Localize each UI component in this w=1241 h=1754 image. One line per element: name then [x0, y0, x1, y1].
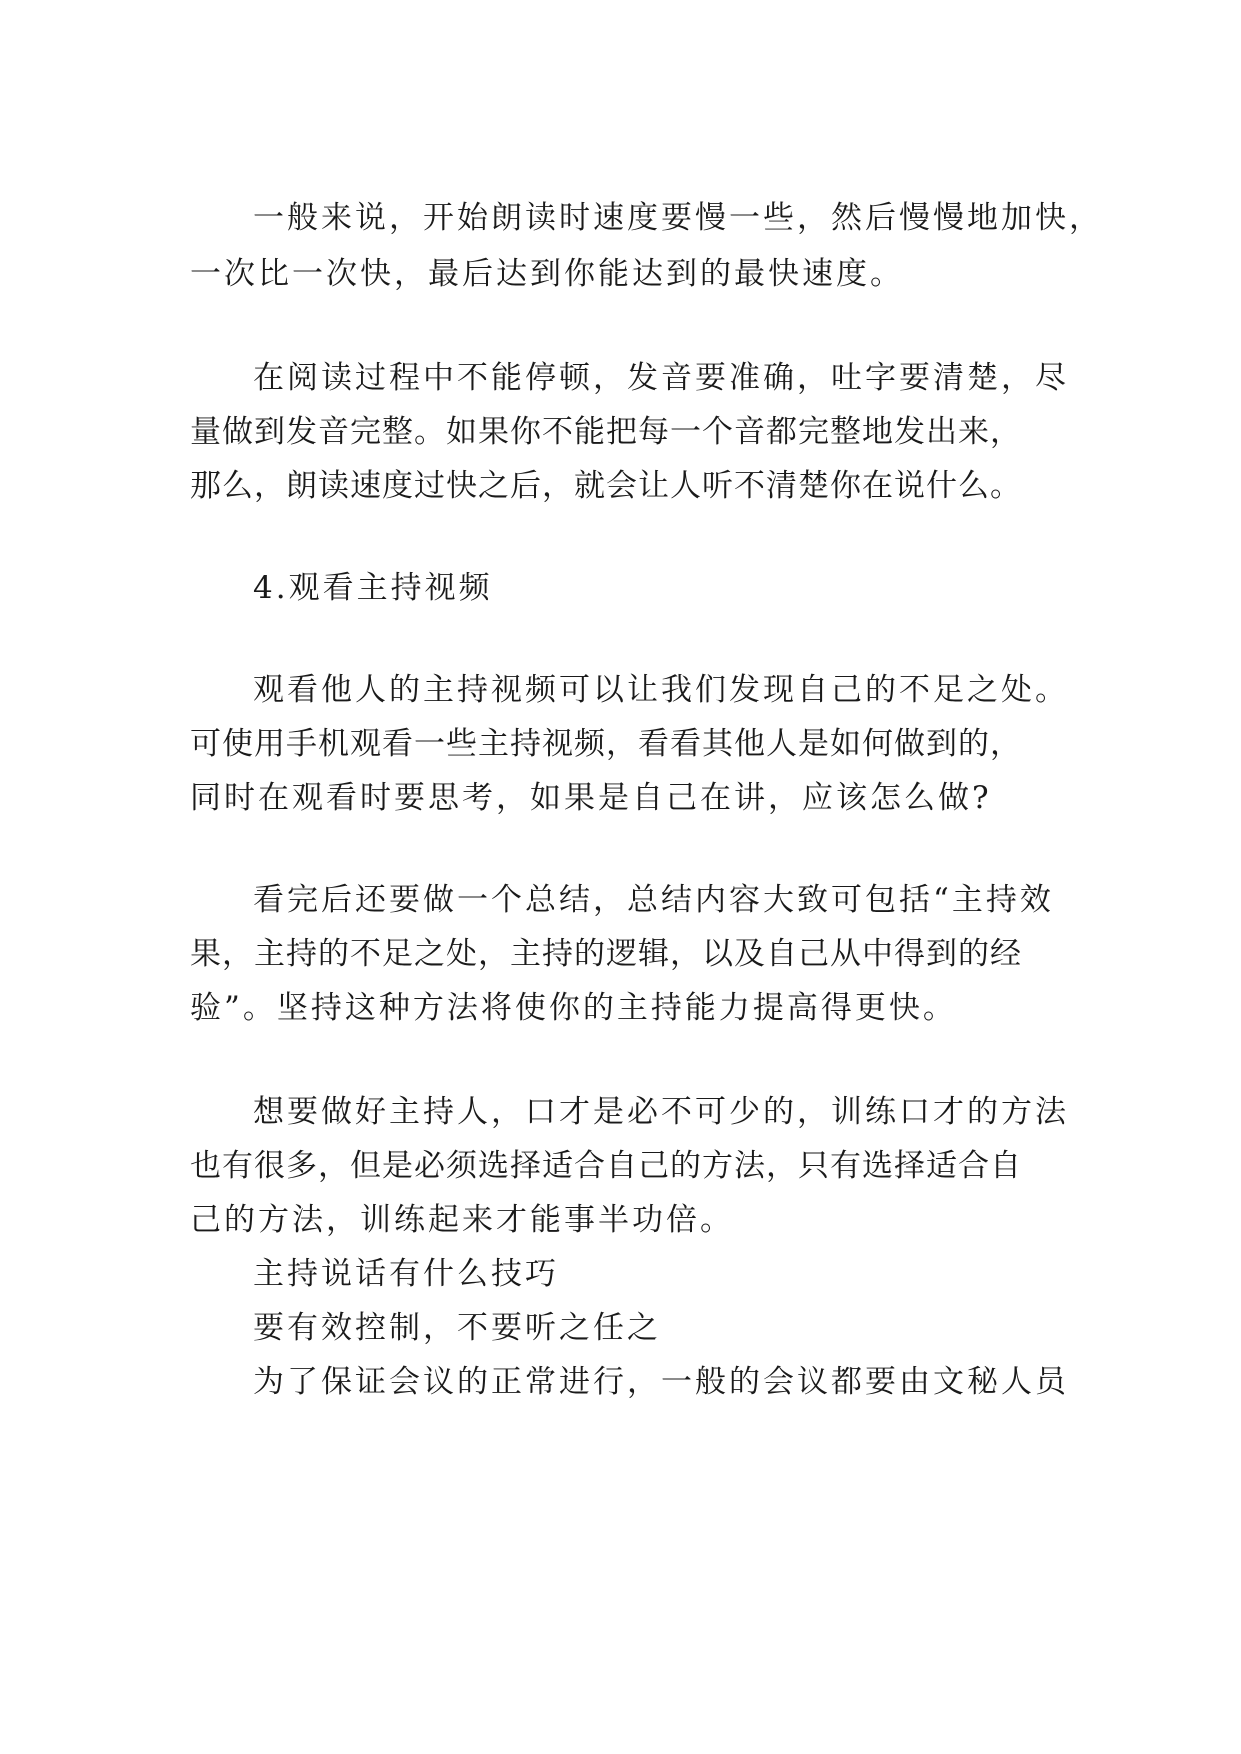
subheading-effective-control: 要有效控制，不要听之任之 [253, 1310, 661, 1346]
paragraph-1-line-2: 一次比一次快，最后达到你能达到的最快速度。 [190, 256, 904, 292]
paragraph-2-line-3: 那么，朗读速度过快之后，就会让人听不清楚你在说什么。 [190, 468, 1022, 504]
paragraph-1-line-1: 一般来说，开始朗读时速度要慢一些，然后慢慢地加快， [253, 200, 1103, 236]
paragraph-4-line-3: 验”。坚持这种方法将使你的主持能力提高得更快。 [190, 990, 957, 1026]
paragraph-5-line-1: 想要做好主持人，口才是必不可少的，训练口才的方法 [253, 1094, 1069, 1130]
paragraph-6-line-1: 为了保证会议的正常进行，一般的会议都要由文秘人员 [253, 1364, 1069, 1400]
paragraph-5-line-3: 己的方法，训练起来才能事半功倍。 [190, 1202, 734, 1238]
paragraph-3-line-1: 观看他人的主持视频可以让我们发现自己的不足之处。 [253, 672, 1069, 708]
paragraph-2-line-2: 量做到发音完整。如果你不能把每一个音都完整地发出来， [190, 414, 1022, 450]
subheading-speaking-tips: 主持说话有什么技巧 [253, 1256, 559, 1292]
paragraph-3-line-3: 同时在观看时要思考，如果是自己在讲，应该怎么做? [190, 780, 992, 816]
section-heading: 4.观看主持视频 [253, 570, 493, 606]
paragraph-5-line-2: 也有很多，但是必须选择适合自己的方法，只有选择适合自 [190, 1148, 1022, 1184]
paragraph-4-line-2: 果，主持的不足之处，主持的逻辑，以及自己从中得到的经 [190, 936, 1022, 972]
paragraph-3-line-2: 可使用手机观看一些主持视频，看看其他人是如何做到的， [190, 726, 1022, 762]
paragraph-4-line-1: 看完后还要做一个总结，总结内容大致可包括“主持效 [253, 882, 1054, 918]
paragraph-2-line-1: 在阅读过程中不能停顿，发音要准确，吐字要清楚，尽 [253, 360, 1069, 396]
